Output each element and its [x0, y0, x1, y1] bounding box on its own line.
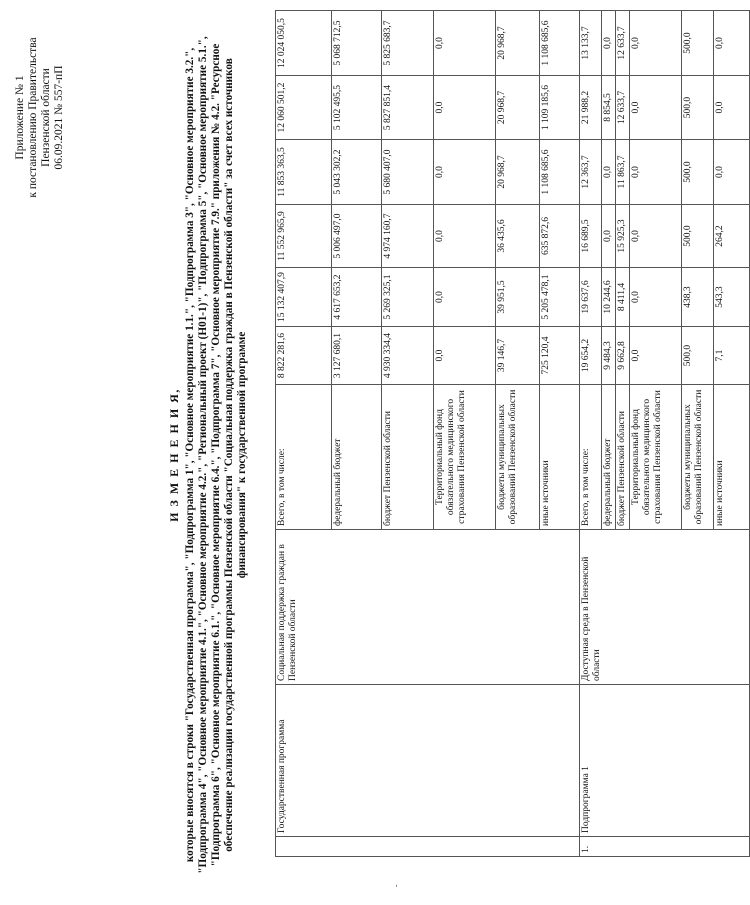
year-value-cell: 12 633,7 [616, 11, 630, 76]
year-value-cell: 500,0 [682, 76, 714, 140]
year-value-cell: 0,0 [714, 11, 750, 76]
year-value-cell: 5 006 497,0 [332, 205, 382, 268]
year-value-cell: 16 689,5 [580, 205, 602, 268]
year-value-cell: 0,0 [434, 76, 496, 140]
year-value-cell: 9 484,3 [602, 327, 616, 385]
year-value-cell: 11 853 363,5 [276, 140, 332, 205]
year-value-cell: 11 552 965,9 [276, 205, 332, 268]
year-value-cell: 0,0 [714, 76, 750, 140]
table-row [276, 11, 332, 857]
appendix-reference [14, 15, 66, 220]
year-value-cell: 5 205 478,1 [540, 268, 580, 327]
year-value-cell: 5 043 302,2 [332, 140, 382, 205]
year-value-cell: 36 435,6 [496, 205, 540, 268]
funding-source-cell: федеральный бюджет [602, 385, 616, 530]
year-value-cell: 500,0 [682, 140, 714, 205]
year-value-cell: 0,0 [434, 327, 496, 385]
year-value-cell: 15 925,3 [616, 205, 630, 268]
year-value-cell: 438,3 [682, 268, 714, 327]
year-value-cell: 1 109 185,6 [540, 76, 580, 140]
year-value-cell: 0,0 [602, 205, 616, 268]
year-value-cell: 264,2 [714, 205, 750, 268]
year-value-cell: 5 680 407,0 [382, 140, 434, 205]
appendix-line-4: 06.09.2021 № 557-пП [53, 65, 65, 170]
year-value-cell: 0,0 [434, 140, 496, 205]
year-value-cell: 19 637,6 [580, 268, 602, 327]
year-value-cell: 500,0 [682, 11, 714, 76]
funding-source-cell: Всего, в том числе: [580, 385, 602, 530]
appendix-line-1: Приложение № 1 [14, 75, 26, 160]
year-value-cell: 3 127 680,1 [332, 327, 382, 385]
funding-table [275, 10, 750, 857]
year-value-cell: 0,0 [630, 140, 682, 205]
year-value-cell: 0,0 [630, 327, 682, 385]
appendix-line-3: Пензенской области [40, 68, 52, 167]
page-mark: - [392, 884, 400, 887]
funding-source-cell: Территориальный фонд обязательного медицинского страхования Пензенской области [630, 385, 682, 530]
document-heading [168, 25, 249, 885]
funding-source-cell: иные источники [540, 385, 580, 530]
table-row [580, 11, 602, 857]
year-value-cell: 0,0 [602, 11, 616, 76]
year-value-cell: 0,0 [630, 76, 682, 140]
heading-text: которые вносятся в строки "Государственная программа", "Подпрограмма 1", "Основное мероприятие 1.1.", "Подпрограмма 3", "Основное мероприятие 3.2.", "Подпрограмма 4", "Основное мероприятие 4.1.", "Основное мероприятие 4.2.", "Региональный проект (Н01-1)", "Подпрограмма 5", "Основное мероприятие 5.1.", "Подпрограмма 6", "Основное мероприятие 6.1.", "Основное мероприятие 6.4.", "Подпрограмма 7", "Основное мероприятие 7.9." приложения № 4.2. "Ресурсное обеспечение реализации государственной программы Пензенской области "Социальная поддержка граждан в Пензенской области" за счет всех источников финансирования" к государственной программе [184, 36, 248, 874]
year-value-cell: 9 662,8 [616, 327, 630, 385]
year-value-cell: 4 930 334,4 [382, 327, 434, 385]
funding-source-cell: Всего, в том числе: [276, 385, 332, 530]
year-value-cell: 0,0 [630, 11, 682, 76]
year-value-cell: 0,0 [602, 140, 616, 205]
year-value-cell: 13 133,7 [580, 11, 602, 76]
program-status-cell: Подпрограмма 1 [580, 685, 750, 837]
appendix-line-2: к постановлению Правительства [27, 37, 39, 198]
year-value-cell: 39 951,5 [496, 268, 540, 327]
year-value-cell: 20 968,7 [496, 140, 540, 205]
year-value-cell: 8 822 281,6 [276, 327, 332, 385]
year-value-cell: 12 060 501,2 [276, 76, 332, 140]
year-value-cell: 20 968,7 [496, 76, 540, 140]
year-value-cell: 39 146,7 [496, 327, 540, 385]
funding-source-cell: бюджет Пензенской области [616, 385, 630, 530]
year-value-cell: 5 827 851,4 [382, 76, 434, 140]
year-value-cell: 0,0 [630, 268, 682, 327]
year-value-cell: 500,0 [682, 205, 714, 268]
year-value-cell: 12 363,7 [580, 140, 602, 205]
year-value-cell: 543,3 [714, 268, 750, 327]
year-value-cell: 21 988,2 [580, 76, 602, 140]
row-number-cell: 1. [580, 837, 750, 857]
funding-source-cell: иные источники [714, 385, 750, 530]
year-value-cell: 1 108 685,6 [540, 140, 580, 205]
year-value-cell: 5 068 712,5 [332, 11, 382, 76]
funding-source-cell: Территориальный фонд обязательного медицинского страхования Пензенской области [434, 385, 496, 530]
year-value-cell: 0,0 [434, 205, 496, 268]
funding-source-cell: бюджеты муниципальных образований Пензенской области [682, 385, 714, 530]
year-value-cell: 10 244,6 [602, 268, 616, 327]
program-status-cell: Государственная программа [276, 685, 580, 837]
year-value-cell: 0,0 [630, 205, 682, 268]
year-value-cell: 5 269 325,1 [382, 268, 434, 327]
year-value-cell: 1 108 685,6 [540, 11, 580, 76]
year-value-cell: 20 968,7 [496, 11, 540, 76]
year-value-cell: 19 654,2 [580, 327, 602, 385]
row-number-cell [276, 837, 580, 857]
program-name-cell: Доступная среда в Пензенской области [580, 530, 750, 685]
year-value-cell: 0,0 [434, 11, 496, 76]
year-value-cell: 8 854,5 [602, 76, 616, 140]
year-value-cell: 7,1 [714, 327, 750, 385]
year-value-cell: 4 617 653,2 [332, 268, 382, 327]
year-value-cell: 5 102 495,5 [332, 76, 382, 140]
year-value-cell: 12 633,7 [616, 76, 630, 140]
year-value-cell: 12 024 050,5 [276, 11, 332, 76]
program-name-cell: Социальная поддержка граждан в Пензенской области [276, 530, 580, 685]
heading-title: И З М Е Н Е Н И Я, [167, 388, 181, 522]
year-value-cell: 0,0 [434, 268, 496, 327]
year-value-cell: 725 120,4 [540, 327, 580, 385]
year-value-cell: 15 132 407,9 [276, 268, 332, 327]
year-value-cell: 0,0 [714, 140, 750, 205]
year-value-cell: 4 974 160,7 [382, 205, 434, 268]
year-value-cell: 8 411,4 [616, 268, 630, 327]
year-value-cell: 11 863,7 [616, 140, 630, 205]
funding-source-cell: бюджет Пензенской области [382, 385, 434, 530]
funding-source-cell: бюджеты муниципальных образований Пензенской области [496, 385, 540, 530]
year-value-cell: 500,0 [682, 327, 714, 385]
year-value-cell: 635 872,6 [540, 205, 580, 268]
funding-source-cell: федеральный бюджет [332, 385, 382, 530]
year-value-cell: 5 825 683,7 [382, 11, 434, 76]
